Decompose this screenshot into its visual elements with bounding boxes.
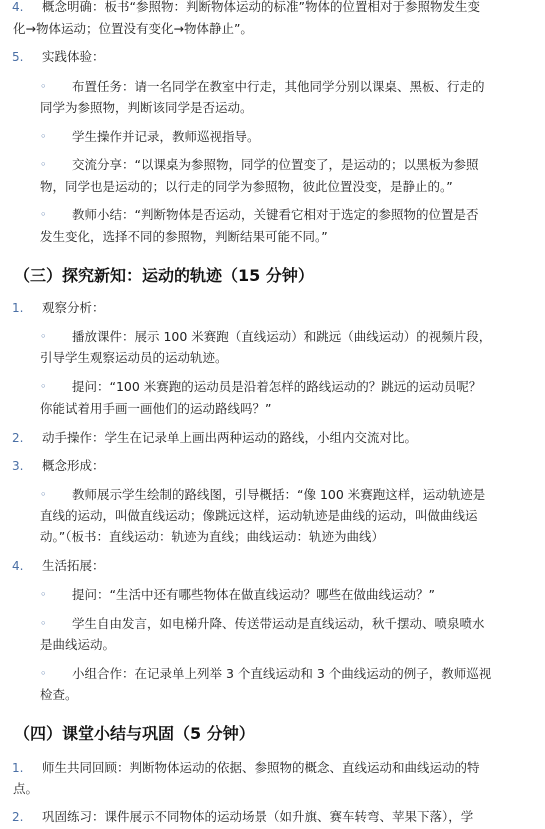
list-text: 概念形成： [42,458,105,473]
section-heading: （四）课堂小结与巩固（5 分钟） [14,724,255,743]
bullet-icon: ◦ [40,158,47,171]
list-number: 2. [12,431,24,445]
sub-list-item [0,376,545,398]
sub-list-text: 同学为参照物，判断该同学是否运动。 [40,100,253,115]
sub-list-text: 教师展示学生绘制的路线图，引导概括：“像 100 米赛跑这样，运动轨迹是 [72,487,486,502]
sub-list-continuation [0,226,545,248]
bullet-icon: ◦ [40,588,47,601]
list-text: 动手操作：学生在记录单上画出两种运动的路线，小组内交流对比。 [42,430,418,445]
sub-list-text: 交流分享：“以课桌为参照物，同学的位置变了，是运动的；以黑板为参照 [72,157,479,172]
list-text: 概念明确：板书“参照物：判断物体运动的标准”物体的位置相对于参照物发生变 [42,0,480,14]
bullet-icon: ◦ [40,330,47,343]
sub-list-continuation [0,176,545,198]
sub-list-continuation [0,526,545,548]
sub-list-item [0,326,545,348]
section-heading: （三）探究新知：运动的轨迹（15 分钟） [14,266,314,285]
list-number: 4. [12,559,24,573]
list-number: 2. [12,810,24,824]
sub-list-continuation [0,684,545,706]
list-text: 师生共同回顾：判断物体运动的依据、参照物的概念、直线运动和曲线运动的特 [42,760,480,775]
list-number: 1. [12,761,24,775]
sub-list-text: 检查。 [40,687,78,702]
list-item [0,427,545,449]
sub-list-text: 引导学生观察运动员的运动轨迹。 [40,350,228,365]
sub-list-item [0,584,545,606]
bullet-icon: ◦ [40,130,47,143]
list-text: 巩固练习：课件展示不同物体的运动场景（如升旗、赛车转弯、苹果下落），学 [42,809,474,824]
bullet-icon: ◦ [40,80,47,93]
sub-list-text: 小组合作：在记录单上列举 3 个直线运动和 3 个曲线运动的例子，教师巡视 [72,666,492,681]
list-text: 实践体验： [42,49,105,64]
sub-list-continuation [0,634,545,656]
list-number: 3. [12,459,24,473]
bullet-icon: ◦ [40,488,47,501]
sub-list-continuation [0,347,545,369]
sub-list-text: 你能试着用手画一画他们的运动路线吗？” [40,401,272,416]
bullet-icon: ◦ [40,208,47,221]
sub-list-text: 动。”（板书：直线运动：轨迹为直线；曲线运动：轨迹为曲线） [40,529,384,544]
bullet-icon: ◦ [40,617,47,630]
list-item [0,297,545,319]
list-text: 观察分析： [42,300,105,315]
sub-list-text: 是曲线运动。 [40,637,116,652]
list-item [0,46,545,68]
list-text: 生活拓展： [42,558,105,573]
sub-list-text: 播放课件：展示 100 米赛跑（直线运动）和跳远（曲线运动）的视频片段， [72,329,492,344]
bullet-icon: ◦ [40,380,47,393]
list-item [0,455,545,477]
sub-list-text: 学生操作并记录，教师巡视指导。 [72,129,260,144]
list-text: 化→物体运动；位置没有变化→物体静止”。 [13,21,253,36]
list-number: 4. [12,0,24,14]
sub-list-text: 发生变化，选择不同的参照物，判断结果可能不同。” [40,229,328,244]
list-number: 5. [12,50,24,64]
list-text: 点。 [13,781,39,796]
list-item [0,555,545,577]
sub-list-item [0,484,545,506]
sub-list-item [0,76,545,98]
sub-list-continuation [0,505,545,527]
list-item [0,757,545,779]
sub-list-text: 提问：“100 米赛跑的运动员是沿着怎样的路线运动的？跳远的运动员呢？ [72,379,482,394]
sub-list-text: 布置任务：请一名同学在教室中行走，其他同学分别以课桌、黑板、行走的 [72,79,485,94]
sub-list-continuation [0,398,545,420]
sub-list-continuation [0,97,545,119]
sub-list-text: 物，同学也是运动的；以行走的同学为参照物，彼此位置没变，是静止的。” [40,179,453,194]
list-item-continuation [0,778,545,800]
sub-list-item [0,126,545,148]
list-item [0,806,545,828]
sub-list-item [0,663,545,685]
sub-list-text: 提问：“生活中还有哪些物体在做直线运动？哪些在做曲线运动？” [72,587,435,602]
sub-list-text: 学生自由发言，如电梯升降、传送带运动是直线运动，秋千摆动、喷泉喷水 [72,616,485,631]
sub-list-text: 教师小结：“判断物体是否运动，关键看它相对于选定的参照物的位置是否 [72,207,479,222]
sub-list-item [0,613,545,635]
list-item-continuation [0,18,545,40]
sub-list-text: 直线的运动，叫做直线运动；像跳远这样，运动轨迹是曲线的运动，叫做曲线运 [40,508,478,523]
sub-list-item [0,154,545,176]
bullet-icon: ◦ [40,667,47,680]
sub-list-item [0,204,545,226]
list-number: 1. [12,301,24,315]
list-item [0,0,545,18]
